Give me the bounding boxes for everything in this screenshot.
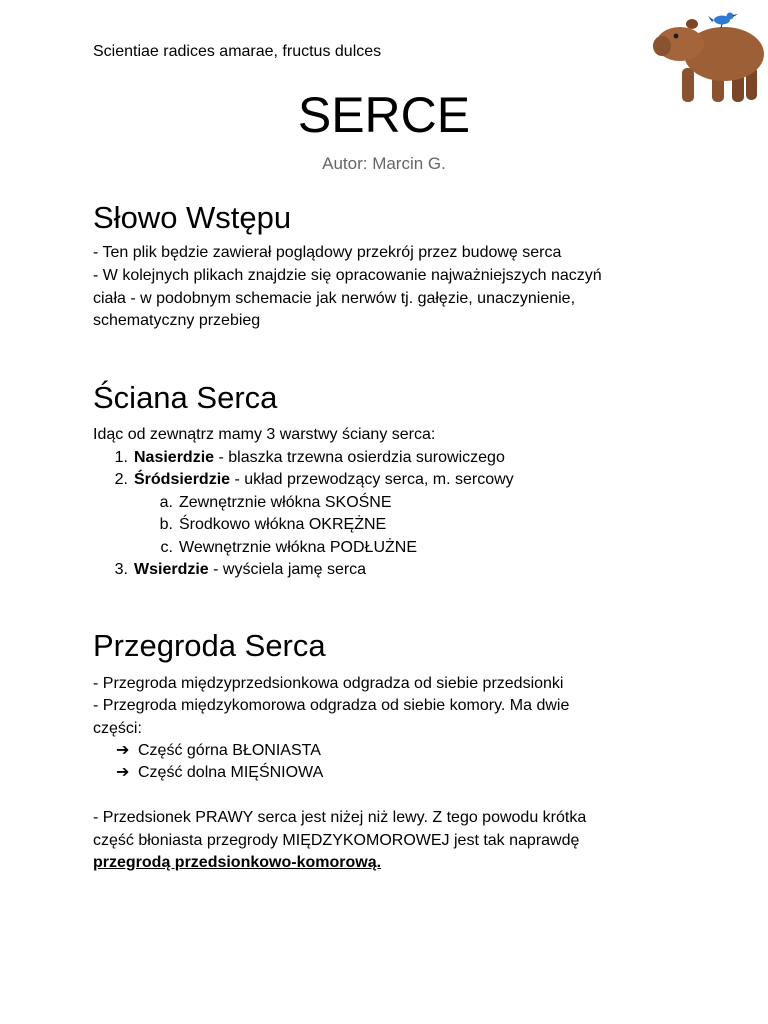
document-title: SERCE xyxy=(297,87,471,143)
paragraph-line: - Przegroda międzykomorowa odgradza od siebie komory. Ma dwie xyxy=(93,697,570,714)
list-term: Wsierdzie xyxy=(134,561,209,578)
bullet-item xyxy=(116,762,323,785)
section-heading-septum: Przegroda Serca xyxy=(93,628,326,663)
bullet-item xyxy=(116,740,321,763)
list-description: - blaszka trzewna osierdzia surowiczego xyxy=(214,449,505,466)
sub-list-text: Zewnętrznie włókna SKOŚNE xyxy=(179,494,392,511)
paragraph-line: ciała - w podobnym schemacie jak nerwów tj. gałęzie, unaczynienie, xyxy=(93,290,576,307)
section-heading-wall: Ściana Serca xyxy=(93,380,278,415)
list-description: - wyściela jamę serca xyxy=(208,561,367,578)
paragraph-line: Idąc od zewnątrz mamy 3 warstwy ściany serca: xyxy=(93,426,436,443)
list-number: 1. xyxy=(114,449,128,466)
list-description: - układ przewodzący serca, m. sercowy xyxy=(230,471,514,488)
list-term: Nasierdzie xyxy=(134,449,215,466)
sub-list-item xyxy=(157,537,417,560)
arrow-icon: ➔ xyxy=(116,742,130,759)
paragraph-line: - Ten plik będzie zawierał poglądowy przekrój przez budowę serca xyxy=(93,244,562,261)
motto: Scientiae radices amarae, fructus dulces xyxy=(93,43,382,60)
list-letter: a. xyxy=(159,494,173,511)
paragraph-line: część błoniasta przegrody MIĘDZYKOMOROWEJ jest tak naprawdę xyxy=(93,832,580,849)
emphasized-conclusion: przegrodą przedsionkowo-komorową. xyxy=(93,854,382,871)
paragraph-line: - W kolejnych plikach znajdzie się opracowanie najważniejszych naczyń xyxy=(93,267,602,284)
list-letter: b. xyxy=(159,516,173,533)
arrow-icon: ➔ xyxy=(116,764,130,781)
bullet-text: Część dolna MIĘŚNIOWA xyxy=(138,764,324,781)
sub-list-item xyxy=(157,514,386,537)
list-number: 3. xyxy=(114,561,128,578)
list-item xyxy=(106,559,366,582)
paragraph-line: - Przegroda międzyprzedsionkowa odgradza od siebie przedsionki xyxy=(93,675,564,692)
paragraph-line: schematyczny przebieg xyxy=(93,312,261,329)
sub-list-text: Wewnętrznie włókna PODŁUŻNE xyxy=(179,539,418,556)
bullet-text: Część górna BŁONIASTA xyxy=(138,742,321,759)
list-letter: c. xyxy=(160,539,173,556)
sub-list-text: Środkowo włókna OKRĘŻNE xyxy=(179,516,387,533)
paragraph-line: części: xyxy=(93,720,142,737)
list-item xyxy=(106,469,514,492)
author-line: Autor: Marcin G. xyxy=(322,154,446,173)
paragraph-line: - Przedsionek PRAWY serca jest niżej niż lewy. Z tego powodu krótka xyxy=(93,809,587,826)
sub-list-item xyxy=(157,492,392,515)
list-term: Śródsierdzie xyxy=(134,471,231,488)
list-number: 2. xyxy=(114,471,128,488)
section-heading-intro: Słowo Wstępu xyxy=(93,200,292,235)
list-item xyxy=(106,447,505,470)
